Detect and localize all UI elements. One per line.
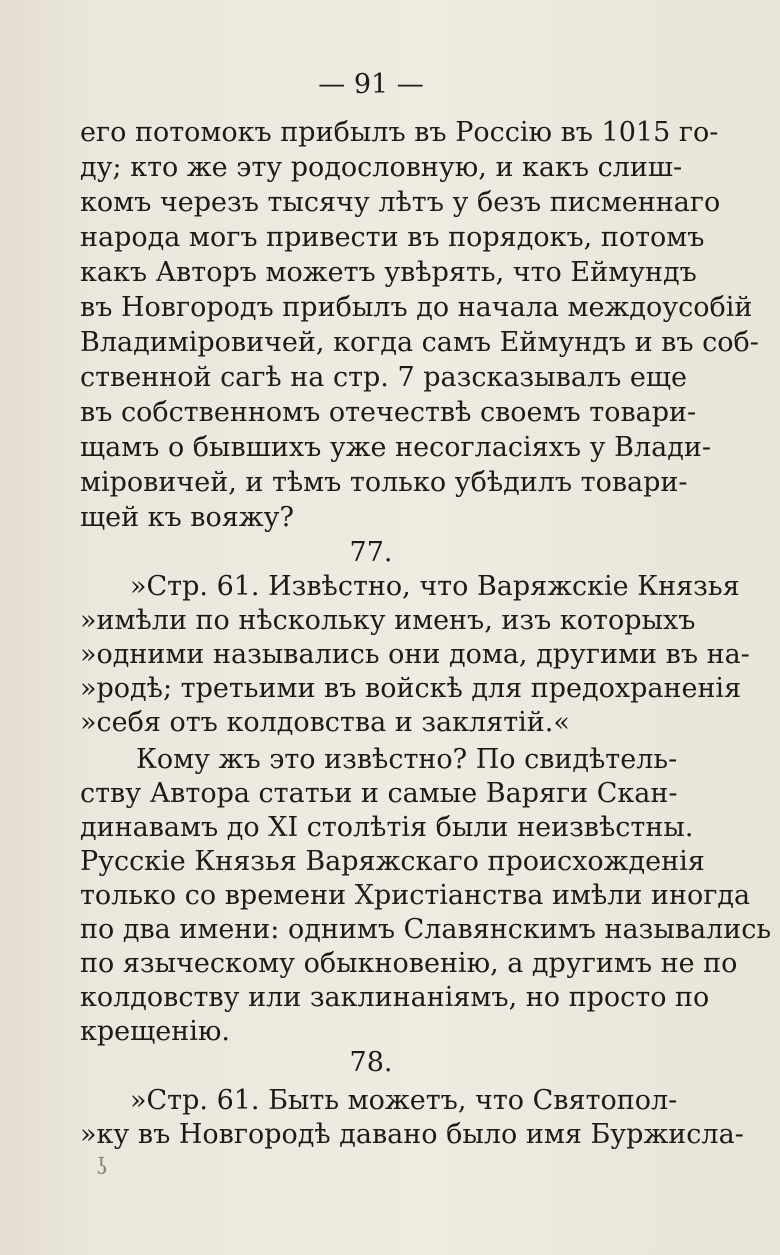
stray-pen-mark: ʖ: [96, 1155, 108, 1180]
quote-line: »одними назывались они дома, другими въ на-: [80, 639, 750, 670]
text-line: щей къ вояжу?: [80, 502, 294, 533]
quote-line: »Стр. 61. Быть можетъ, что Святопол-: [130, 1085, 678, 1116]
text-line: ству Автора статьи и самые Варяги Скан-: [80, 778, 678, 809]
text-line: въ собственномъ отечествѣ своемъ товари-: [80, 397, 697, 428]
text-line: Русскіе Князья Варяжскаго происхожденія: [80, 846, 705, 877]
text-line: по языческому обыкновенію, а другимъ не по: [80, 948, 738, 979]
text-line: только со времени Христіанства имѣли иногда: [80, 880, 751, 911]
page-number: — 91 —: [318, 69, 424, 100]
section-number-78: 78.: [349, 1047, 393, 1078]
quote-line: »себя отъ колдовства и заклятій.«: [80, 707, 570, 738]
text-line: ду; кто же эту родословную, и какъ слиш-: [80, 152, 683, 183]
text-line: колдовству или заклинаніямъ, но просто по: [80, 982, 710, 1013]
text-line: комъ черезъ тысячу лѣтъ у безъ писменнаго: [80, 187, 721, 218]
quote-line: »родѣ; третьими въ войскѣ для предохраненія: [80, 673, 742, 704]
text-line: міровичей, и тѣмъ только убѣдилъ товари-: [80, 467, 688, 498]
quote-line: »ку въ Новгородѣ давано было имя Буржисла-: [80, 1119, 744, 1150]
text-line: Владиміровичей, когда самъ Еймундъ и въ соб-: [80, 327, 759, 358]
text-line: Кому жъ это извѣстно? По свидѣтель-: [136, 744, 678, 775]
text-line: въ Новгородъ прибылъ до начала междоусобій: [80, 292, 753, 323]
text-line: его потомокъ прибылъ въ Россію въ 1015 го-: [80, 117, 719, 148]
text-line: щамъ о бывшихъ уже несогласіяхъ у Влади-: [80, 432, 711, 463]
text-line: динавамъ до XI столѣтія были неизвѣстны.: [80, 812, 694, 843]
text-line: какъ Авторъ можетъ увѣрять, что Еймундъ: [80, 257, 697, 288]
text-line: ственной сагѣ на стр. 7 разсказывалъ еще: [80, 362, 687, 393]
section-number-77: 77.: [349, 537, 393, 568]
text-line: народа могъ привести въ порядокъ, потомъ: [80, 222, 705, 253]
text-line: крещенію.: [80, 1016, 230, 1047]
quote-line: »Стр. 61. Извѣстно, что Варяжскіе Князья: [130, 571, 740, 602]
quote-line: »имѣли по нѣскольку именъ, изъ которыхъ: [80, 605, 696, 636]
text-line: по два имени: однимъ Славянскимъ назывались: [80, 914, 772, 945]
